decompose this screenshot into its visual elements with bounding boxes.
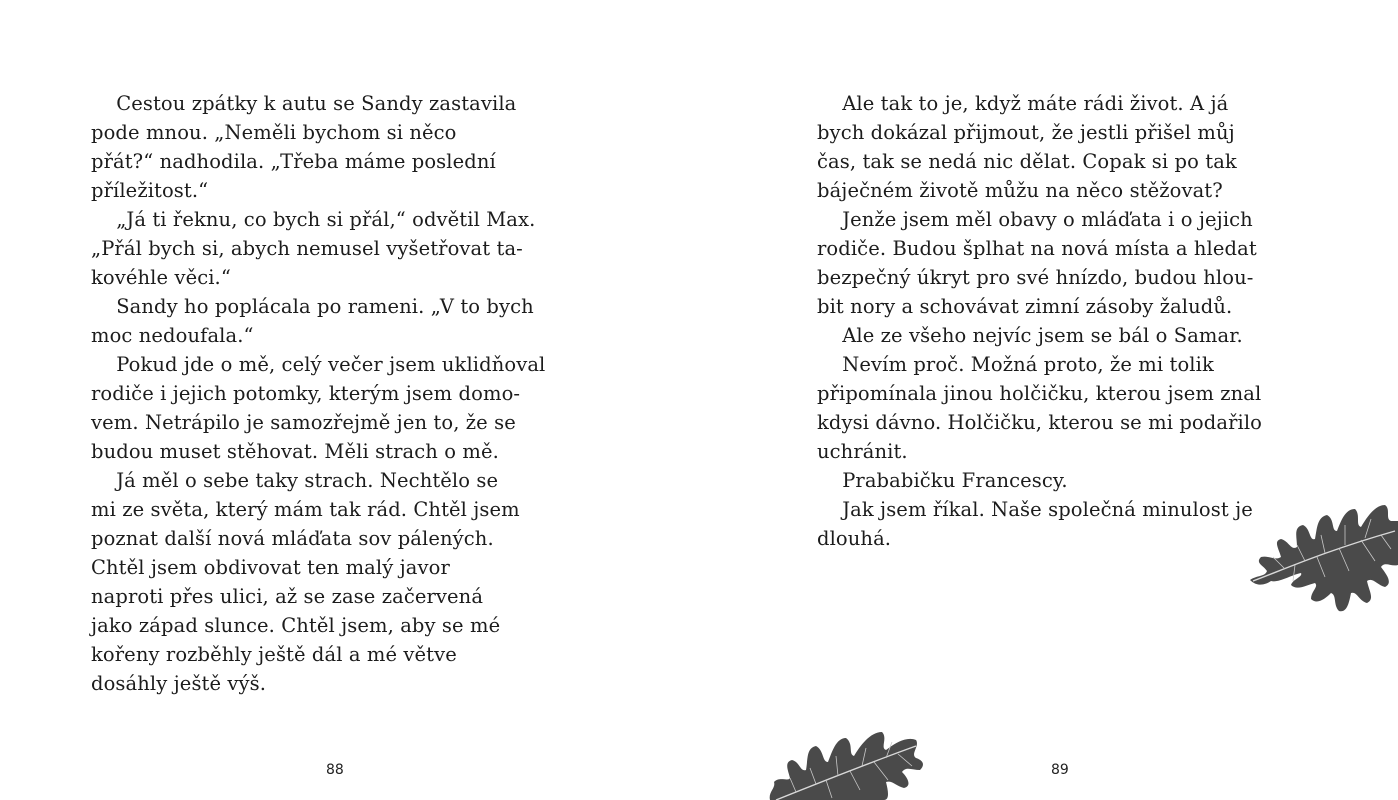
page-number: 89 (1051, 762, 1069, 778)
text-line: kovéhle věci.“ (91, 266, 231, 289)
text-line: vem. Netrápilo je samozřejmě jen to, že se (91, 411, 516, 434)
text-line: budou muset stěhovat. Měli strach o mě. (91, 440, 499, 463)
text-line: čas, tak se nedá nic dělat. Copak si po tak (817, 150, 1237, 173)
text-line: Ale ze všeho nejvíc jsem se bál o Samar. (817, 324, 1243, 347)
text-line: připomínala jinou holčičku, kterou jsem znal (817, 382, 1262, 405)
left-page-text (91, 89, 591, 698)
text-line: báječném životě můžu na něco stěžovat? (817, 179, 1223, 202)
text-line: rodiče. Budou šplhat na nová místa a hledat (817, 237, 1257, 260)
text-line: Nevím proč. Možná proto, že mi tolik (817, 353, 1214, 376)
right-page-text (817, 89, 1317, 553)
text-line: Sandy ho poplácala po rameni. „V to bych (91, 295, 534, 318)
text-line: Prababičku Francescy. (817, 469, 1068, 492)
text-line: Jak jsem říkal. Naše společná minulost je (817, 498, 1253, 521)
text-line: moc nedoufala.“ (91, 324, 254, 347)
text-line: bych dokázal přijmout, že jestli přišel můj (817, 121, 1235, 144)
text-line: Jenže jsem měl obavy o mláďata i o jejich (817, 208, 1253, 231)
text-line: „Přál bych si, abych nemusel vyšetřovat ta- (91, 237, 523, 260)
right-page (699, 0, 1398, 800)
text-line: Cestou zpátky k autu se Sandy zastavila (91, 92, 517, 115)
text-line: mi ze světa, který mám tak rád. Chtěl jsem (91, 498, 520, 521)
text-line: poznat další nová mláďata sov pálených. (91, 527, 494, 550)
text-line: uchránit. (817, 440, 908, 463)
text-line: Chtěl jsem obdivovat ten malý javor (91, 556, 450, 579)
text-line: rodiče i jejich potomky, kterým jsem domo- (91, 382, 521, 405)
text-line: bezpečný úkryt pro své hnízdo, budou hlou- (817, 266, 1254, 289)
text-line: Ale tak to je, když máte rádi život. A já (817, 92, 1229, 115)
text-line: dosáhly ještě výš. (91, 672, 267, 695)
text-line: kořeny rozběhly ještě dál a mé větve (91, 643, 457, 666)
text-line: přát?“ nadhodila. „Třeba máme poslední (91, 150, 496, 173)
oak-leaf-icon (766, 724, 926, 800)
text-line: Pokud jde o mě, celý večer jsem uklidňoval (91, 353, 546, 376)
text-line: naproti přes ulici, až se zase začervená (91, 585, 484, 608)
text-line: „Já ti řeknu, co bych si přál,“ odvětil Max. (91, 208, 536, 231)
text-line: kdysi dávno. Holčičku, kterou se mi podařilo (817, 411, 1263, 434)
text-line: bit nory a schovávat zimní zásoby žaludů. (817, 295, 1233, 318)
text-line: jako západ slunce. Chtěl jsem, aby se mé (91, 614, 501, 637)
text-line: příležitost.“ (91, 179, 209, 202)
text-line: Já měl o sebe taky strach. Nechtělo se (91, 469, 499, 492)
oak-leaf-icon (1245, 495, 1398, 617)
page-number: 88 (326, 762, 344, 778)
text-line: pode mnou. „Neměli bychom si něco (91, 121, 457, 144)
text-line: dlouhá. (817, 527, 892, 550)
